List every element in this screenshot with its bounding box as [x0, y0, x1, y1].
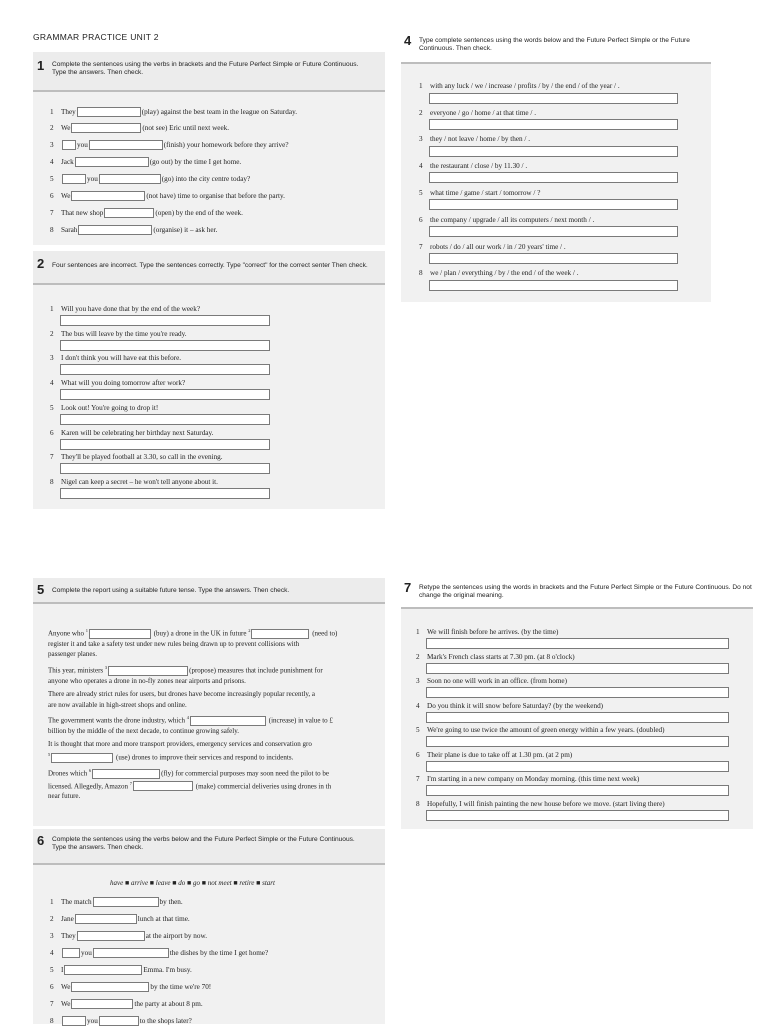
ex2-item-5: 5 Look out! You're going to drop it! [50, 404, 159, 412]
ex5-answer-5[interactable] [51, 753, 113, 763]
ex1-item-2: 2 We (not see) Eric until next week. [50, 124, 230, 132]
ex1-answer-5b[interactable] [99, 174, 161, 184]
ex7-answer-6[interactable] [426, 761, 729, 772]
ex5-number: 5 [37, 582, 45, 597]
ex4-item-8: 8 we / plan / everything / by / the end / of the week / . [419, 269, 579, 277]
ex6-word-bank: have ■ arrive ■ leave ■ do ■ go ■ not meet ■ retire ■ start [110, 879, 275, 887]
ex4-answer-2[interactable] [429, 119, 678, 130]
ex4-item-4: 4 the restaurant / close / by 11.30 / . [419, 162, 528, 170]
ex2-item-1: 1 Will you have done that by the end of the week? [50, 305, 201, 313]
ex2-answer-5[interactable] [60, 414, 270, 425]
ex6-answer-6[interactable] [71, 982, 149, 992]
ex6-item-7: 7 We the party at about 8 pm. [50, 1000, 203, 1008]
ex1-answer-6[interactable] [71, 191, 145, 201]
ex4-answer-7[interactable] [429, 253, 678, 264]
ex2-answer-2[interactable] [60, 340, 270, 351]
ex4-item-6: 6 the company / upgrade / all its computers / next month / . [419, 216, 595, 224]
ex6-item-3: 3 They at the airport by now. [50, 932, 207, 940]
ex2-instruction: Four sentences are incorrect. Type the sentences correctly. Type "correct" for the correct senter Then check. [52, 262, 368, 269]
ex6-answer-8a[interactable] [62, 1016, 86, 1026]
ex7-answer-2[interactable] [426, 663, 729, 674]
ex6-answer-7[interactable] [71, 999, 133, 1009]
ex2-item-7: 7 They'll be played football at 3.30, so call in the evening. [50, 453, 223, 461]
ex4-answer-3[interactable] [429, 146, 678, 157]
ex1-number: 1 [37, 58, 45, 73]
ex6-answer-4b[interactable] [93, 948, 169, 958]
ex6-answer-4a[interactable] [62, 948, 80, 958]
ex4-answer-1[interactable] [429, 93, 678, 104]
ex2-number: 2 [37, 256, 45, 271]
ex7-item-5: 5 We're going to use twice the amount of green energy within a few years. (doubled) [416, 726, 665, 734]
ex7-answer-4[interactable] [426, 712, 729, 723]
ex2-answer-8[interactable] [60, 488, 270, 499]
ex6-item-1: 1 The match by then. [50, 898, 183, 906]
ex6-answer-1[interactable] [93, 897, 159, 907]
ex1-instruction: Complete the sentences using the verbs in brackets and the Future Perfect Simple or Future Continuous. Type the answers. Then check. [52, 61, 359, 76]
ex4-item-2: 2 everyone / go / home / at that time / . [419, 109, 536, 117]
ex5-answer-6[interactable] [92, 769, 160, 779]
ex6-instruction: Complete the sentences using the verbs below and the Future Perfect Simple or the Future Continuous. Type the answers. Then check. [52, 836, 355, 851]
ex1-answer-7[interactable] [104, 208, 154, 218]
ex4-item-7: 7 robots / do / all our work / in / 20 years' time / . [419, 243, 566, 251]
ex6-item-4: 4 you the dishes by the time I get home? [50, 949, 269, 957]
ex7-item-4: 4 Do you think it will snow before Saturday? (by the weekend) [416, 702, 604, 710]
ex5-report: Anyone who $^1$ (buy) a drone in the UK in future $^2$ (need to) register it and take a safety test under new rules being drawn up to prevent collisions with passenger planes. This year, ministers $^3$ (propose) measures that include punishment for anyone who operates a drone in no-fly zones near airports and prisons. There are already strict rules for users, but drones have become increasingly popular recently, a are now available in high-street shops and online. The government wants the drone industry, which $^4$ (increase) in value to £ billion by the middle of the next decade, to continue growing safely. It is thought that more and more transport providers, emergency services and conservation gro $^5$ (use) drones to improve their services and respond to incidents. Drones which $^6$ (fly) for commercial purposes may soon need the pilot to be licensed. Allegedly, Amazon $^7$ (make) commercial deliveries using drones in th near future. [48, 628, 338, 801]
ex5-answer-4[interactable] [190, 716, 266, 726]
ex1-item-1: 1 They (play) against the best team in the league on Saturday. [50, 108, 297, 116]
ex5-answer-3[interactable] [108, 666, 188, 676]
ex2-answer-1[interactable] [60, 315, 270, 326]
page-title: GRAMMAR PRACTICE UNIT 2 [33, 32, 159, 42]
ex2-item-3: 3 I don't think you will have eat this before. [50, 354, 182, 362]
ex6-answer-5[interactable] [64, 965, 142, 975]
ex7-answer-5[interactable] [426, 736, 729, 747]
ex1-item-4: 4 Jack (go out) by the time I get home. [50, 158, 242, 166]
ex6-item-2: 2 Jane lunch at that time. [50, 915, 190, 923]
ex2-answer-3[interactable] [60, 364, 270, 375]
ex6-item-8: 8 you to the shops later? [50, 1017, 192, 1025]
ex1-item-6: 6 We (not have) time to organise that before the party. [50, 192, 285, 200]
ex5-answer-2[interactable] [251, 629, 309, 639]
ex1-item-3: 3 you (finish) your homework before they arrive? [50, 141, 289, 149]
ex4-answer-6[interactable] [429, 226, 678, 237]
ex1-item-7: 7 That new shop (open) by the end of the week. [50, 209, 243, 217]
ex4-answer-4[interactable] [429, 172, 678, 183]
ex7-answer-8[interactable] [426, 810, 729, 821]
ex2-item-6: 6 Karen will be celebrating her birthday next Saturday. [50, 429, 214, 437]
ex1-answer-8[interactable] [78, 225, 152, 235]
ex1-answer-1[interactable] [77, 107, 141, 117]
ex1-item-5: 5 you (go) into the city centre today? [50, 175, 251, 183]
ex5-instruction: Complete the report using a suitable future tense. Type the answers. Then check. [52, 587, 290, 594]
ex7-number: 7 [404, 580, 412, 595]
ex6-answer-2[interactable] [75, 914, 137, 924]
ex7-answer-7[interactable] [426, 785, 729, 796]
ex6-item-6: 6 We by the time we're 70! [50, 983, 212, 991]
ex6-answer-8b[interactable] [99, 1016, 139, 1026]
ex7-answer-1[interactable] [426, 638, 729, 649]
ex7-answer-3[interactable] [426, 687, 729, 698]
ex1-answer-4[interactable] [75, 157, 149, 167]
ex7-item-8: 8 Hopefully, I will finish painting the new house before we move. (start living there) [416, 800, 665, 808]
ex2-answer-4[interactable] [60, 389, 270, 400]
ex2-answer-6[interactable] [60, 439, 270, 450]
ex2-item-2: 2 The bus will leave by the time you're ready. [50, 330, 187, 338]
ex1-answer-3a[interactable] [62, 140, 76, 150]
ex7-item-2: 2 Mark's French class starts at 7.30 pm. (at 8 o'clock) [416, 653, 575, 661]
ex1-item-8: 8 Sarah (organise) it – ask her. [50, 226, 218, 234]
ex1-answer-3b[interactable] [89, 140, 163, 150]
ex2-answer-7[interactable] [60, 463, 270, 474]
ex6-item-5: 5 I Emma. I'm busy. [50, 966, 192, 974]
ex5-answer-1[interactable] [89, 629, 151, 639]
ex6-number: 6 [37, 833, 45, 848]
ex4-item-3: 3 they / not leave / home / by then / . [419, 135, 531, 143]
ex4-instruction: Type complete sentences using the words below and the Future Perfect Simple or the Future Continuous. Then check. [419, 37, 690, 52]
ex1-answer-5a[interactable] [62, 174, 86, 184]
ex7-item-3: 3 Soon no one will work in an office. (from home) [416, 677, 567, 685]
ex4-answer-5[interactable] [429, 199, 678, 210]
ex1-answer-2[interactable] [71, 123, 141, 133]
ex4-item-1: 1 with any luck / we / increase / profits / by / the end / of the year / . [419, 82, 620, 90]
ex7-instruction: Retype the sentences using the words in brackets and the Future Perfect Simple or the Future Continuous. Do not change the original meaning. [419, 584, 752, 599]
ex6-answer-3[interactable] [77, 931, 145, 941]
ex2-item-4: 4 What will you doing tomorrow after work? [50, 379, 186, 387]
ex7-item-1: 1 We will finish before he arrives. (by the time) [416, 628, 559, 636]
ex7-item-6: 6 Their plane is due to take off at 1.30 pm. (at 2 pm) [416, 751, 573, 759]
ex4-answer-8[interactable] [429, 280, 678, 291]
ex5-answer-7[interactable] [133, 781, 193, 791]
ex4-item-5: 5 what time / game / start / tomorrow / ? [419, 189, 541, 197]
ex4-number: 4 [404, 33, 412, 48]
ex2-item-8: 8 Nigel can keep a secret – he won't tell anyone about it. [50, 478, 218, 486]
ex7-item-7: 7 I'm starting in a new company on Monday morning. (this time next week) [416, 775, 640, 783]
